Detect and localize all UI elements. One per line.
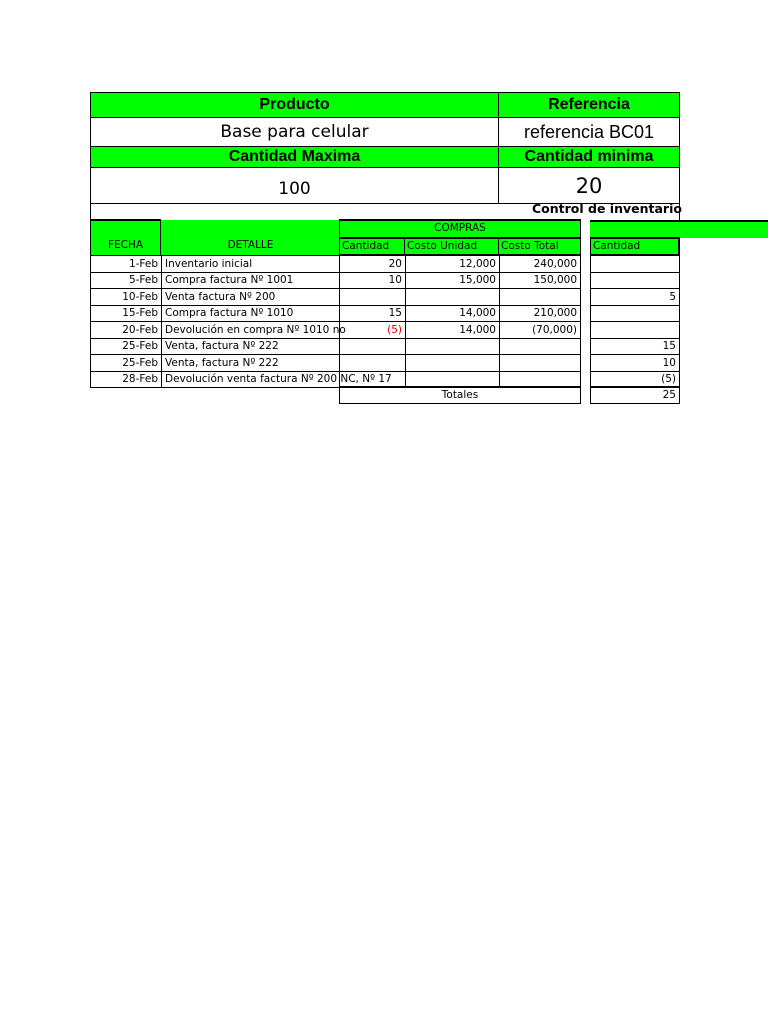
- compras-label: COMPRAS: [434, 222, 486, 234]
- table-row: [90, 322, 680, 339]
- col-costo-total-label: Costo Total: [501, 240, 559, 252]
- fecha-cell: 20-Feb: [90, 322, 161, 339]
- costo-total-cell: (70,000): [499, 322, 581, 339]
- totales-cantidad-2-value: 25: [662, 389, 676, 401]
- fecha-cell: 15-Feb: [90, 306, 161, 323]
- table-row: [90, 355, 680, 372]
- cantidad-2-cell: [590, 306, 680, 323]
- detalle-cell: Venta factura Nº 200: [161, 289, 339, 306]
- table-row: [90, 289, 680, 306]
- totales-cantidad-2: [590, 386, 680, 404]
- producto-label: Producto: [90, 92, 499, 118]
- detalle-cell: Inventario inicial: [161, 256, 339, 273]
- cantidad-cell: [339, 339, 405, 356]
- ventas-header: [590, 220, 768, 238]
- cantidad-maxima-label: Cantidad Maxima: [90, 146, 499, 168]
- col-costo-unidad-label: Costo Unidad: [407, 240, 478, 252]
- fecha-cell: 28-Feb: [90, 372, 161, 389]
- control-title: Control de inventario: [532, 201, 682, 216]
- cantidad-2-cell: 15: [590, 339, 680, 356]
- detalle-cell: Devolución en compra Nº 1010 no: [161, 322, 339, 339]
- costo-unidad-cell: 14,000: [405, 322, 499, 339]
- detalle-cell: Compra factura Nº 1010: [161, 306, 339, 323]
- cantidad-cell: 10: [339, 273, 405, 290]
- detalle-cell: Compra factura Nº 1001: [161, 273, 339, 290]
- cantidad-maxima-value: 100: [90, 167, 499, 204]
- fecha-cell: 5-Feb: [90, 273, 161, 290]
- costo-total-cell: [499, 339, 581, 356]
- cantidad-2-cell: [590, 256, 680, 273]
- cantidad-cell: 20: [339, 256, 405, 273]
- cantidad-2-cell: 10: [590, 355, 680, 372]
- cantidad-2-cell: (5): [590, 372, 680, 389]
- col-cantidad-2-header: [590, 237, 680, 256]
- fecha-cell: 1-Feb: [90, 256, 161, 273]
- referencia-label: Referencia: [498, 92, 680, 118]
- costo-unidad-cell: [405, 355, 499, 372]
- table-row: [90, 339, 680, 356]
- fecha-cell: 25-Feb: [90, 339, 161, 356]
- costo-total-cell: 240,000: [499, 256, 581, 273]
- costo-total-cell: 210,000: [499, 306, 581, 323]
- costo-total-cell: [499, 289, 581, 306]
- referencia-value: referencia BC01: [498, 117, 680, 147]
- cantidad-cell: (5): [339, 322, 405, 339]
- costo-total-cell: 150,000: [499, 273, 581, 290]
- detalle-cell: Venta, factura Nº 222: [161, 355, 339, 372]
- producto-value: Base para celular: [90, 117, 499, 147]
- cantidad-cell: [339, 289, 405, 306]
- table-row: [90, 306, 680, 323]
- detalle-cell: Devolución venta factura Nº 200 NC, Nº 17: [161, 372, 339, 389]
- fecha-label: FECHA: [107, 239, 144, 251]
- costo-unidad-cell: [405, 289, 499, 306]
- cantidad-minima-value: 20: [498, 167, 680, 204]
- costo-unidad-cell: [405, 339, 499, 356]
- costo-unidad-cell: 12,000: [405, 256, 499, 273]
- cantidad-2-cell: [590, 273, 680, 290]
- col-costo-unidad-header: [404, 237, 499, 256]
- col-cantidad-2-label: Cantidad: [593, 240, 641, 252]
- cantidad-2-cell: [590, 322, 680, 339]
- col-costo-total-header: [498, 237, 581, 256]
- detalle-cell: Venta, factura Nº 222: [161, 339, 339, 356]
- cantidad-cell: [339, 355, 405, 372]
- table-row: [90, 256, 680, 273]
- costo-unidad-cell: 14,000: [405, 306, 499, 323]
- cantidad-2-cell: 5: [590, 289, 680, 306]
- costo-total-cell: [499, 355, 581, 372]
- totales-row: [339, 386, 581, 404]
- col-cantidad-label: Cantidad: [342, 240, 390, 252]
- cantidad-minima-label: Cantidad minima: [498, 146, 680, 168]
- fecha-cell: 10-Feb: [90, 289, 161, 306]
- col-cantidad-header: [339, 237, 405, 256]
- costo-unidad-cell: 15,000: [405, 273, 499, 290]
- detalle-label: DETALLE: [227, 239, 274, 251]
- cantidad-cell: 15: [339, 306, 405, 323]
- table-row: [90, 273, 680, 290]
- fecha-cell: 25-Feb: [90, 355, 161, 372]
- totales-label: Totales: [441, 389, 479, 401]
